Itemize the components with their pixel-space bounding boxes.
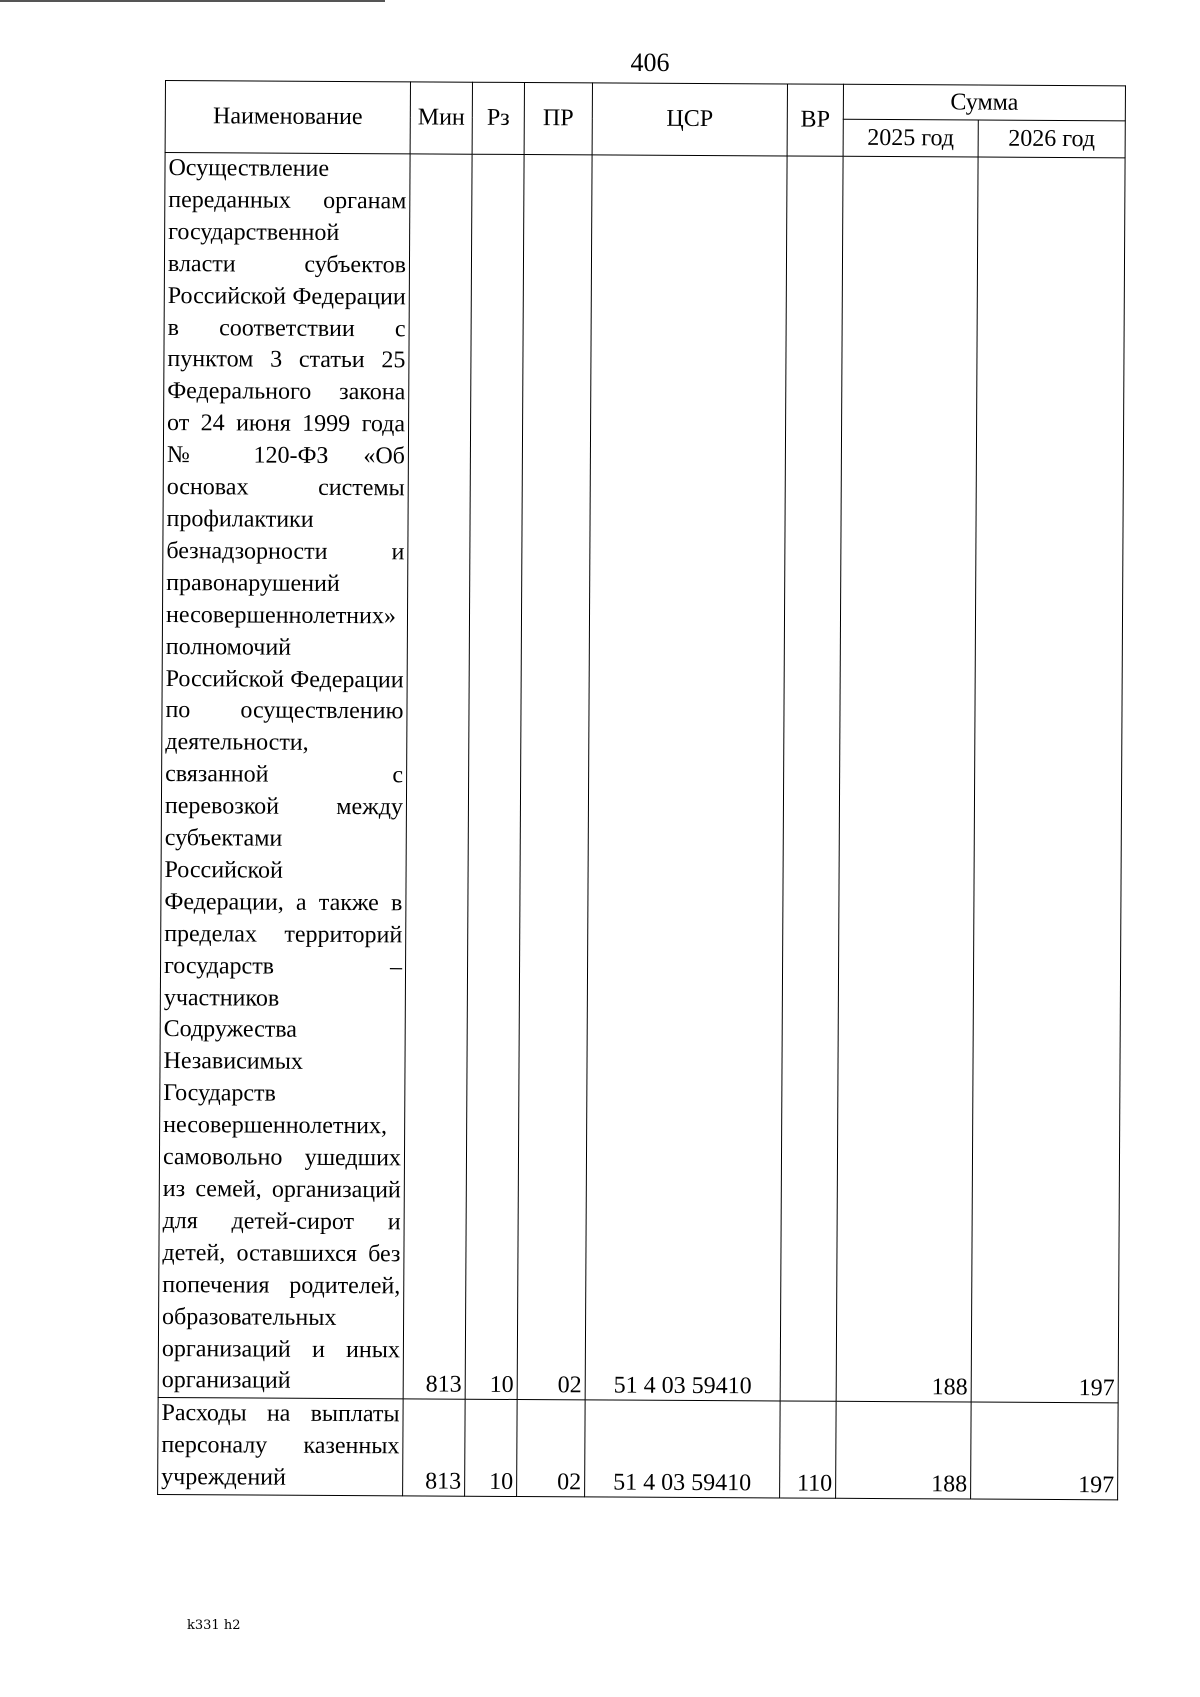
header-min: Мин [410, 82, 472, 154]
table-row [158, 153, 1125, 1404]
header-pr: ПР [524, 83, 592, 155]
row-csr: 51 4 03 59410 [585, 1400, 781, 1498]
row-min: 813 [403, 154, 472, 1400]
row-sum-2025: 188 [836, 156, 978, 1402]
budget-table [157, 80, 1126, 1500]
row-sum-2025: 188 [836, 1402, 972, 1499]
table-row [158, 1398, 1119, 1500]
header-rz: Рз [472, 82, 524, 154]
row-vr [780, 156, 843, 1402]
row-csr: 51 4 03 59410 [585, 155, 787, 1401]
row-name: Расходы на выплаты персоналу казенных учреждений [158, 1398, 404, 1496]
header-name: Наименование [165, 81, 410, 154]
row-sum-2026: 197 [971, 1402, 1119, 1500]
footer-document-code: k331 h2 [187, 1618, 241, 1633]
header-sum: Сумма [843, 84, 1125, 121]
row-sum-2026: 197 [971, 157, 1125, 1403]
header-year-2026: 2026 год [978, 120, 1125, 158]
header-csr: ЦСР [592, 83, 787, 156]
header-year-2025: 2025 год [843, 119, 978, 157]
page-number: 406 [630, 48, 670, 77]
scan-edge-line [0, 0, 385, 2]
row-min: 813 [403, 1399, 466, 1496]
row-rz: 10 [465, 1400, 518, 1497]
row-pr: 02 [517, 155, 592, 1401]
row-name: Осуществление переданных органам государственной власти субъектов Российской Федерации в соответствии с пунктом 3 статьи 25 Федерального закона от 24 июня 1999 года № 120-ФЗ «Об основах системы профилактики безнадзорности и правонарушений несовершеннолетних» полномочий Российской Федерации по осуществлению деятельности, связанной с перевозкой между субъектами Российской Федерации, а также в пределах территорий государств – участников Содружества Независимых Государств несовершеннолетних, самовольно ушедших из семей, организаций для детей-сирот и детей, оставшихся без попечения родителей, образовательных организаций и иных организаций [158, 153, 410, 1400]
row-vr: 110 [780, 1401, 837, 1498]
row-rz: 10 [465, 154, 524, 1400]
header-row [165, 81, 1125, 121]
row-pr: 02 [517, 1400, 586, 1497]
header-vr: ВР [787, 84, 843, 156]
